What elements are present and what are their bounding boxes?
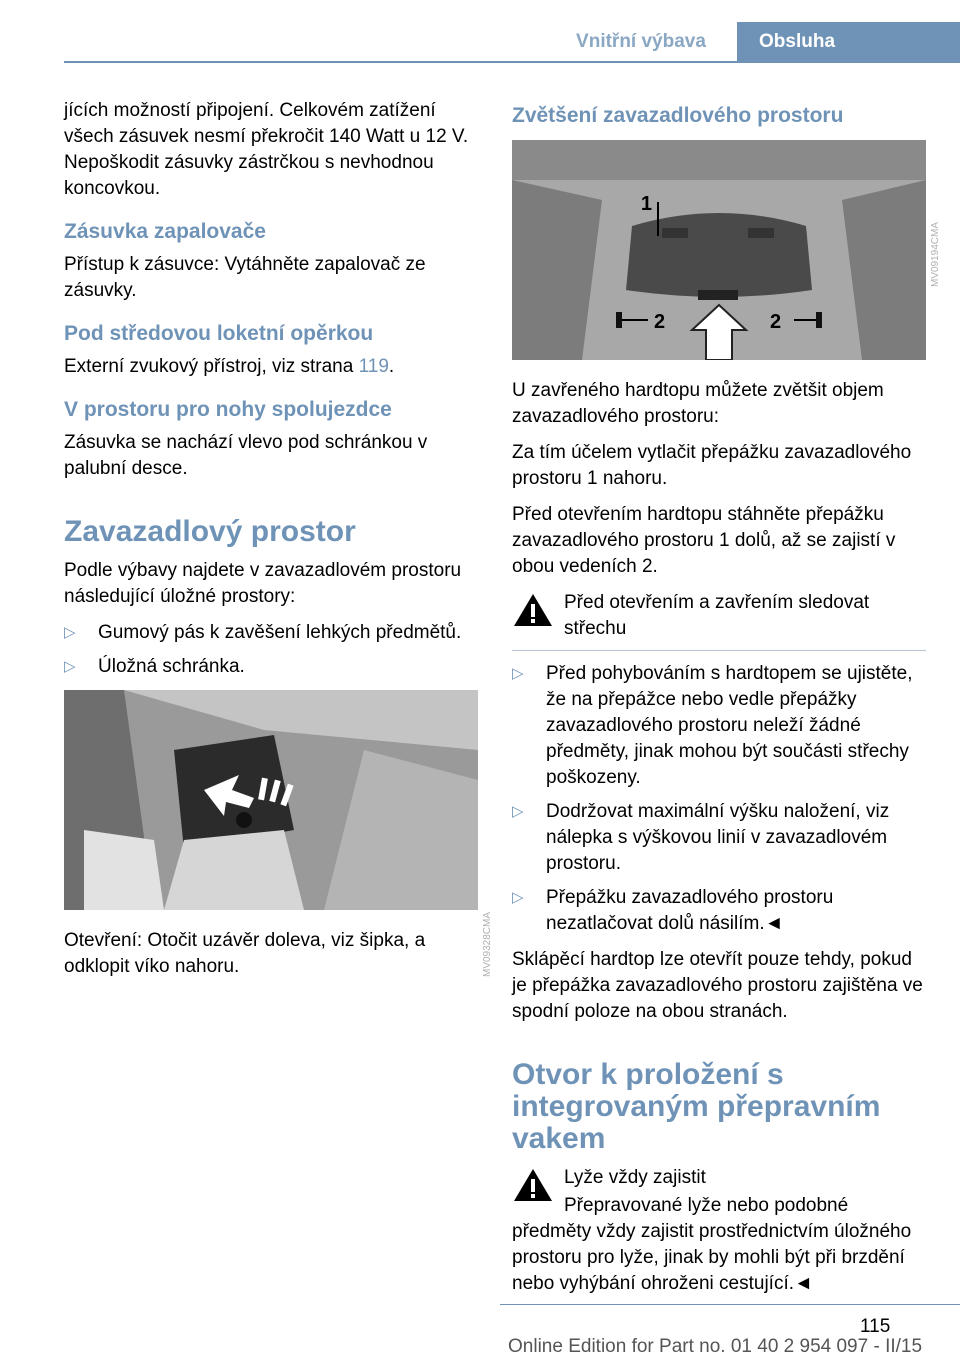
intro-paragraph: jících možností připojení. Celkovém zatížení všech zásuvek nesmí překročit 140 Watt u 12 V. Nepoškodit zásuvky zástrčkou s nevhodnou koncovkou.: [64, 100, 469, 199]
paragraph-enlarge-3: Před otevřením hardtopu stáhněte přepážku zavazadlového prostoru 1 dolů, až se zajistí v obou vedeních 2.: [512, 504, 896, 577]
paragraph-armrest: [64, 354, 478, 380]
page-link-119[interactable]: 119: [358, 356, 389, 377]
paragraph-footwell: Zásuvka se nachází vlevo pod schránkou v palubní desce.: [64, 432, 428, 479]
heading-lighter-socket: Zásuvka zapalovače: [64, 220, 266, 243]
callout-1: 1: [640, 193, 652, 215]
triangle-bullet-icon: ▷: [512, 889, 524, 906]
footer-edition: Online Edition for Part no. 01 40 2 954 097 - II/15: [508, 1336, 923, 1357]
figure-partition: [512, 140, 926, 360]
triangle-bullet-icon: ▷: [512, 665, 524, 682]
page-number: 115: [860, 1316, 891, 1337]
paragraph-lighter: Přístup k zásuvce: Vytáhněte zapalovač ze zásuvky.: [64, 254, 426, 301]
list-item: ▷ Dodržovat maximální výšku naložení, viz nálepka s výškovou linií v zavazadlovém prostoru.: [512, 801, 890, 874]
warning-skis-title: Lyže vždy zajistit: [564, 1167, 706, 1188]
warning-roof-title: Před otevřením a zavřením sledovat střechu: [564, 592, 870, 639]
partition-illustration: [512, 140, 926, 360]
left-column: [64, 98, 493, 990]
warning-skis: [512, 1165, 926, 1191]
heading-armrest: Pod středovou loketní opěrkou: [64, 322, 374, 345]
right-column: [512, 98, 941, 1297]
paragraph-enlarge-2: Za tím účelem vytlačit přepážku zavazadlového prostoru 1 nahoru.: [512, 442, 912, 489]
figure-storage-box: [64, 690, 478, 910]
warning-triangle-icon: [512, 592, 554, 628]
header-active-tab[interactable]: Obsluha: [737, 22, 960, 62]
list-item: ▷ Přepážku zavazadlového prostoru nezatlačovat dolů násilím.◄: [512, 887, 834, 934]
list-item: ▷ Gumový pás k zavěšení lehkých předmětů.: [64, 620, 478, 646]
callout-2-left: 2: [654, 311, 666, 333]
list-item: ▷ Úložná schránka.: [64, 654, 478, 680]
storage-box-illustration: [64, 690, 478, 910]
heading-enlarge-luggage: Zvětšení zavazadlového prostoru: [512, 104, 844, 127]
warning-triangle-icon: [512, 1167, 554, 1203]
footer-rule: [500, 1304, 960, 1305]
paragraph-luggage: Podle výbavy najdete v zavazadlovém prostoru následující úložné prostory:: [64, 560, 462, 607]
armrest-period: .: [388, 356, 395, 377]
warning-roof: [512, 590, 926, 642]
triangle-bullet-icon: ▷: [64, 624, 76, 641]
figure-code-left: MV09328CMA: [482, 911, 493, 977]
heading-luggage-compartment: Zavazadlový prostor: [64, 515, 356, 548]
heading-footwell: V prostoru pro nohy spolujezdce: [64, 398, 392, 421]
warning-skis-body: Přepravované lyže nebo podobné předměty vždy zajistit prostřednictvím úložného prostoru pro lyže, jinak by mohli být při brzdění nebo vyhýbání ohroženi cestující.◄: [512, 1195, 912, 1294]
paragraph-enlarge-1: U zavřeného hardtopu můžete zvětšit objem zavazadlového prostoru:: [512, 380, 884, 427]
paragraph-opening: Otevření: Otočit uzávěr doleva, viz šipka, a odklopit víko nahoru.: [64, 930, 426, 977]
figure-code-right: MV09194CMA: [930, 221, 941, 287]
triangle-bullet-icon: ▷: [64, 658, 76, 675]
roof-bullet-list: [512, 661, 926, 937]
separator: [512, 650, 926, 651]
triangle-bullet-icon: ▷: [512, 803, 524, 820]
callout-2-right: 2: [770, 311, 782, 333]
luggage-bullet-list: [64, 620, 478, 680]
list-item: ▷ Před pohybováním s hardtopem se ujistěte, že na přepážce nebo vedle přepážky zavazadlového prostoru neleží žádné předměty, jinak mohou být součásti střechy poškozeny.: [512, 663, 913, 788]
header-section-tab[interactable]: Vnitřní výbava: [576, 31, 706, 52]
heading-ski-bag: Otvor k proložení s integrovaným přepravním vakem: [512, 1058, 881, 1155]
paragraph-hardtop: Sklápěcí hardtop lze otevřít pouze tehdy, pokud je přepážka zavazadlového prostoru zajištěna ve spodní poloze na obou stranách.: [512, 949, 923, 1022]
armrest-text: Externí zvukový přístroj, viz strana: [64, 356, 359, 377]
